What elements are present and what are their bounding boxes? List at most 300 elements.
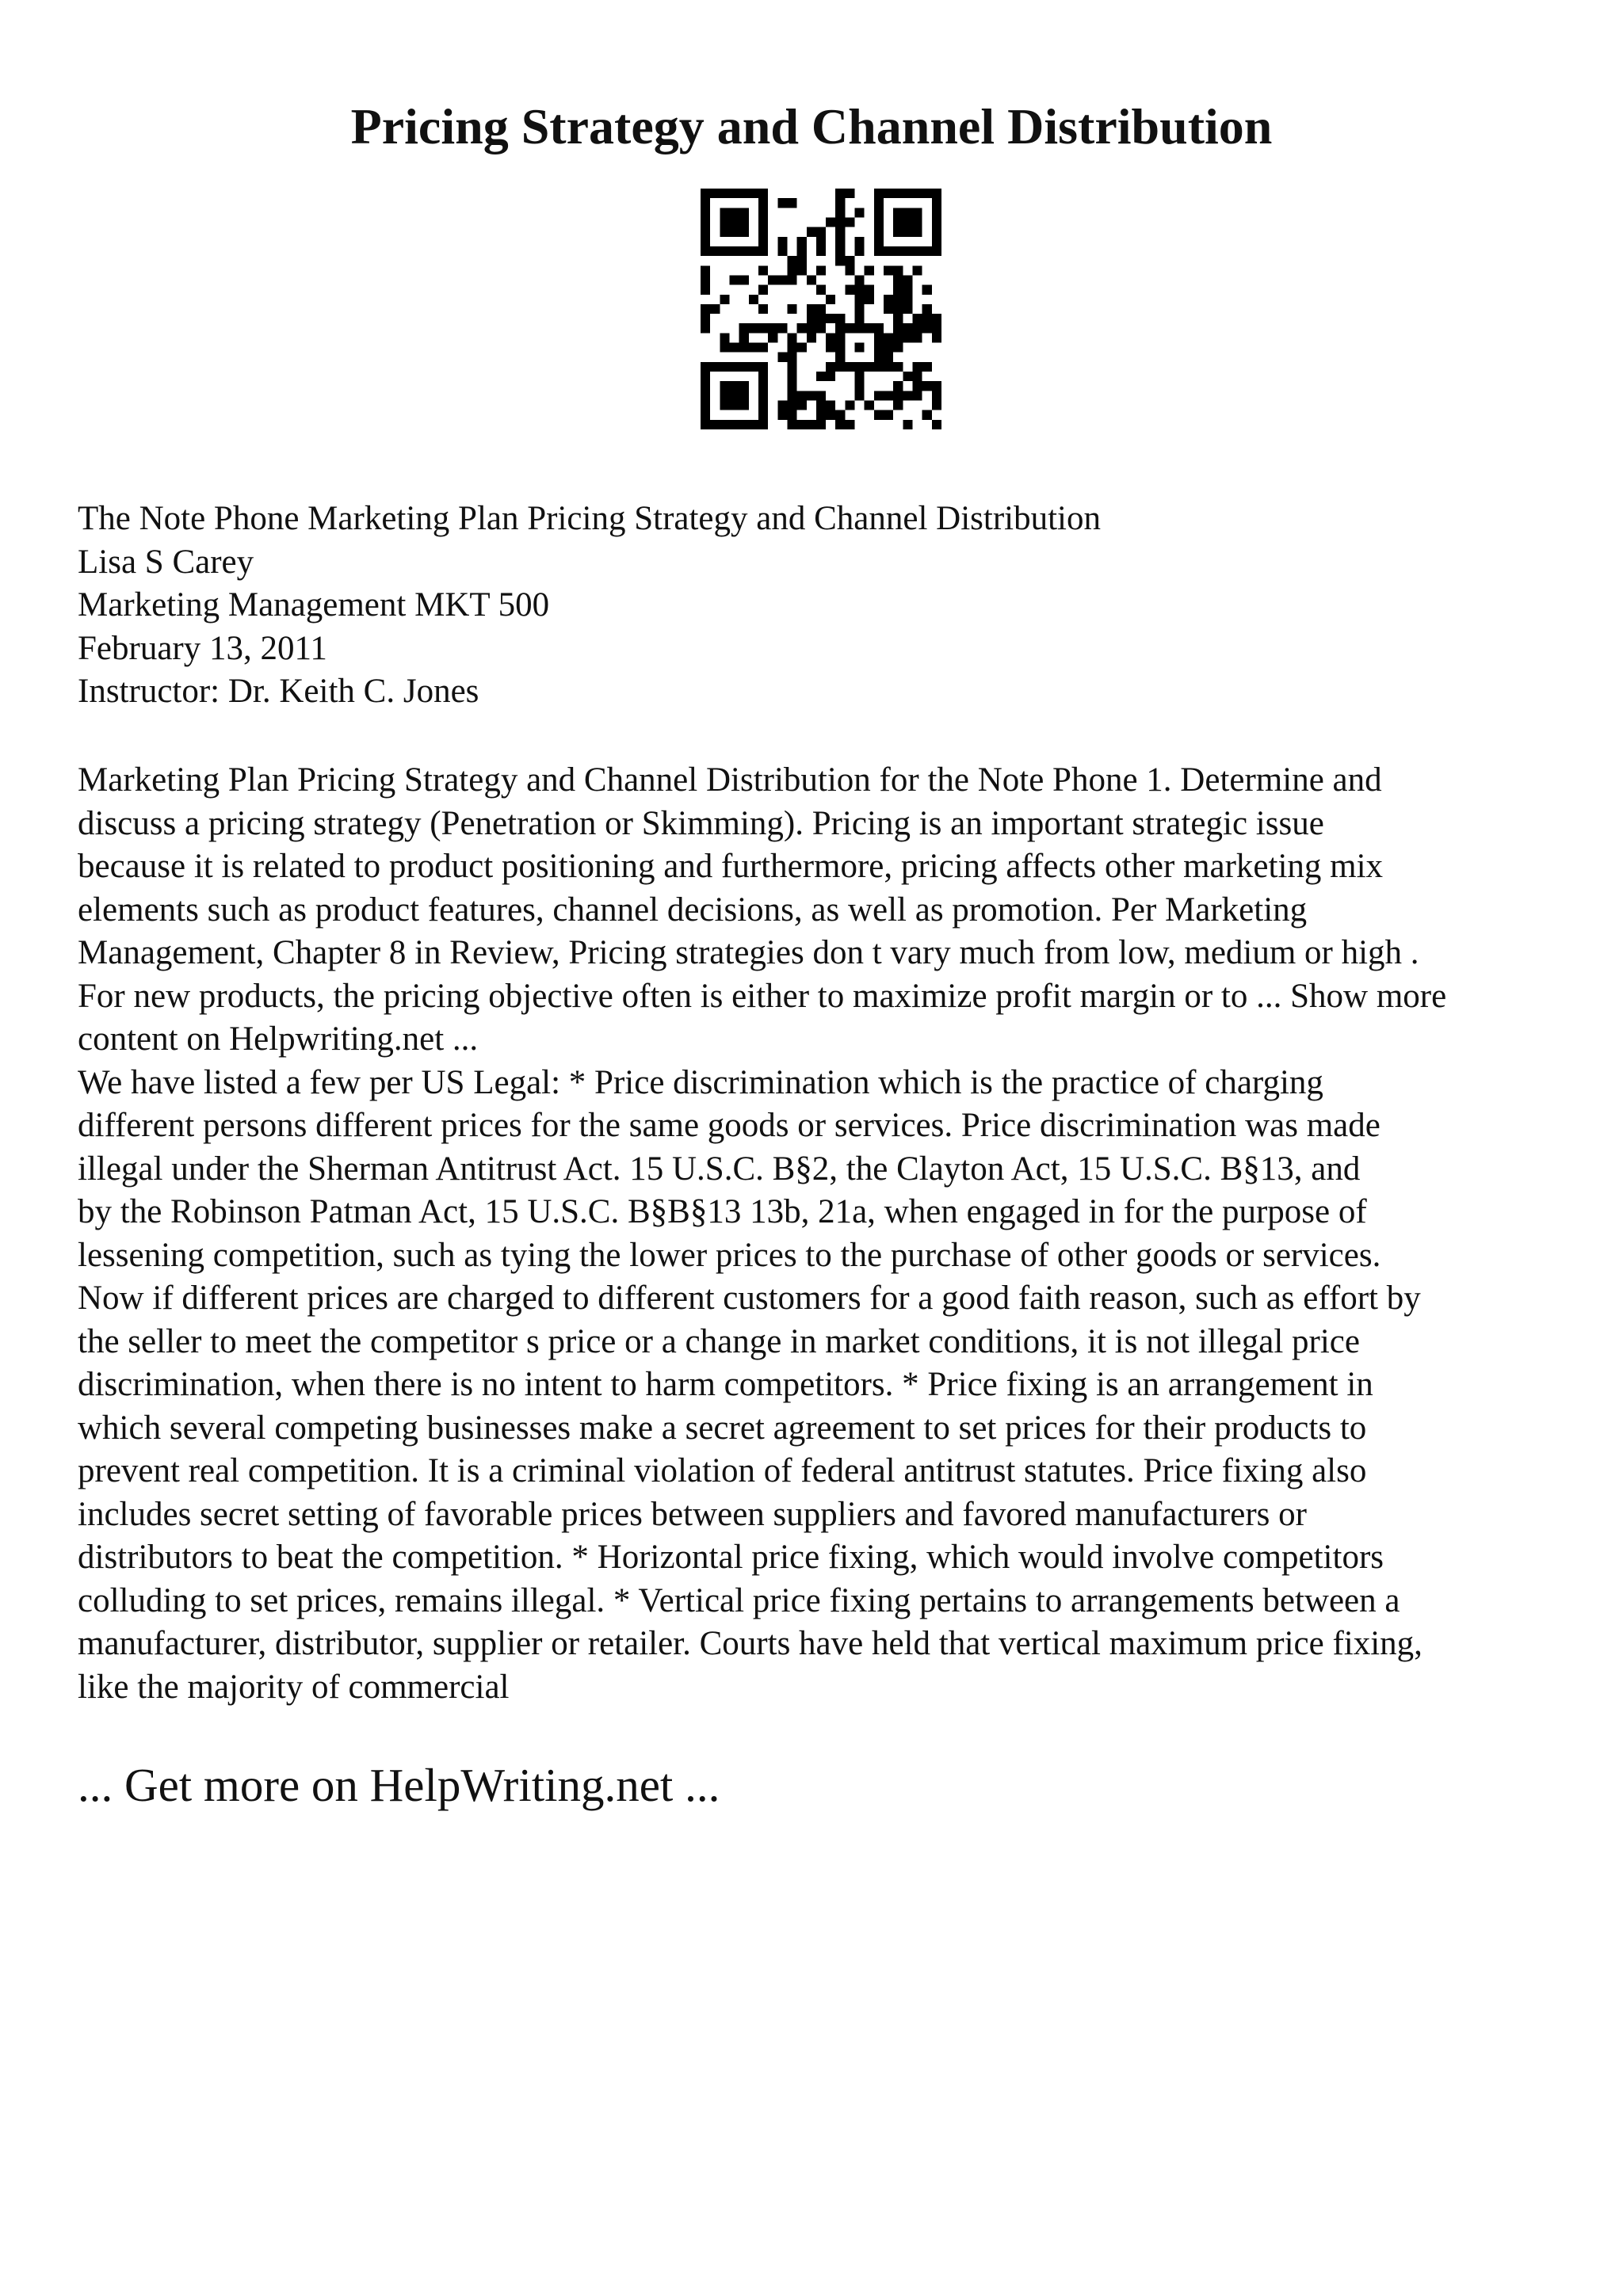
- paragraph-line: Marketing Plan Pricing Strategy and Channel Distribution for the Note Phone 1. Determine and: [78, 761, 1382, 799]
- qr-module: [807, 391, 816, 400]
- qr-module: [701, 285, 710, 295]
- qr-module: [701, 189, 710, 198]
- qr-module: [739, 246, 749, 256]
- qr-module: [835, 227, 845, 237]
- qr-module: [720, 189, 729, 198]
- qr-module: [701, 391, 710, 400]
- qr-module: [932, 401, 941, 410]
- qr-module: [893, 401, 903, 410]
- qr-module: [826, 314, 835, 323]
- qr-module: [701, 198, 710, 208]
- qr-module: [701, 314, 710, 323]
- qr-module: [922, 381, 932, 391]
- qr-module: [922, 410, 932, 420]
- qr-module: [701, 401, 710, 410]
- qr-module: [893, 391, 903, 400]
- paragraph-line: colluding to set prices, remains illegal. * Vertical price fixing pertains to arrangements between a: [78, 1581, 1400, 1619]
- meta-course: Marketing Management MKT 500: [78, 586, 550, 624]
- qr-module: [777, 323, 787, 333]
- qr-module: [932, 227, 941, 237]
- qr-module: [797, 420, 807, 429]
- qr-module: [826, 343, 835, 353]
- paragraph-line: We have listed a few per US Legal: * Price discrimination which is the practice of charging: [78, 1063, 1323, 1101]
- qr-module: [884, 410, 893, 420]
- qr-module: [701, 237, 710, 246]
- qr-module: [758, 372, 768, 381]
- qr-module: [797, 323, 807, 333]
- qr-module: [758, 198, 768, 208]
- qr-module: [729, 246, 739, 256]
- qr-module: [807, 323, 816, 333]
- meta-author: Lisa S Carey: [78, 543, 254, 581]
- paragraph-line: manufacturer, distributor, supplier or retailer. Courts have held that vertical maximum price fixing,: [78, 1625, 1423, 1662]
- qr-module: [826, 217, 835, 227]
- qr-module: [865, 323, 874, 333]
- qr-module: [835, 343, 845, 353]
- qr-module: [720, 295, 729, 304]
- qr-module: [701, 304, 710, 314]
- qr-module: [845, 265, 854, 275]
- qr-module: [835, 333, 845, 342]
- qr-module: [893, 217, 903, 227]
- qr-module: [729, 275, 739, 284]
- qr-module: [855, 295, 865, 304]
- qr-module: [893, 381, 903, 391]
- qr-module: [855, 285, 865, 295]
- qr-module: [932, 391, 941, 400]
- qr-module: [739, 333, 749, 342]
- qr-module: [932, 314, 941, 323]
- qr-module: [913, 333, 922, 342]
- qr-module: [758, 265, 768, 275]
- qr-module: [787, 198, 796, 208]
- qr-module: [701, 372, 710, 381]
- qr-module: [739, 323, 749, 333]
- qr-module: [874, 227, 884, 237]
- qr-module: [787, 381, 796, 391]
- page-title: Pricing Strategy and Channel Distribution: [350, 98, 1273, 154]
- get-more-link[interactable]: ... Get more on HelpWriting.net ...: [78, 1759, 720, 1811]
- qr-module: [729, 381, 739, 391]
- qr-module: [884, 343, 893, 353]
- qr-module: [903, 246, 912, 256]
- paragraph-2: [78, 1062, 1568, 1710]
- qr-module: [855, 362, 865, 372]
- qr-module: [855, 372, 865, 381]
- qr-module: [855, 314, 865, 323]
- qr-module: [797, 246, 807, 256]
- qr-module: [758, 285, 768, 295]
- qr-module: [758, 208, 768, 217]
- qr-module: [749, 189, 758, 198]
- qr-module: [816, 401, 826, 410]
- qr-module: [835, 208, 845, 217]
- qr-module: [826, 372, 835, 381]
- qr-module: [903, 372, 912, 381]
- qr-module: [913, 372, 922, 381]
- qr-module: [739, 343, 749, 353]
- qr-module: [903, 323, 912, 333]
- paragraph-1: [78, 759, 1568, 1062]
- qr-module: [922, 246, 932, 256]
- qr-module: [739, 420, 749, 429]
- qr-module: [893, 314, 903, 323]
- qr-module: [913, 246, 922, 256]
- qr-module: [932, 323, 941, 333]
- qr-module: [729, 343, 739, 353]
- qr-module: [835, 217, 845, 227]
- qr-code-icon: [701, 189, 941, 429]
- qr-module: [855, 275, 865, 284]
- qr-module: [874, 410, 884, 420]
- qr-module: [701, 410, 710, 420]
- qr-module: [729, 189, 739, 198]
- qr-module: [787, 256, 796, 265]
- qr-module: [807, 275, 816, 284]
- qr-module: [903, 295, 912, 304]
- qr-module: [835, 256, 845, 265]
- qr-module: [874, 237, 884, 246]
- qr-module: [758, 237, 768, 246]
- qr-module: [758, 189, 768, 198]
- qr-module: [739, 391, 749, 400]
- qr-module: [845, 285, 854, 295]
- meta-instructor: Instructor: Dr. Keith C. Jones: [78, 673, 479, 710]
- qr-module: [749, 323, 758, 333]
- qr-module: [787, 343, 796, 353]
- paragraph-line: which several competing businesses make a secret agreement to set prices for their products to: [78, 1409, 1367, 1447]
- qr-module: [701, 275, 710, 284]
- qr-module: [701, 246, 710, 256]
- qr-module: [855, 381, 865, 391]
- qr-module: [922, 285, 932, 295]
- qr-module: [884, 265, 893, 275]
- qr-module: [807, 304, 816, 314]
- qr-module: [835, 246, 845, 256]
- qr-module: [797, 265, 807, 275]
- qr-module: [845, 189, 854, 198]
- qr-module: [922, 323, 932, 333]
- qr-module: [855, 304, 865, 314]
- qr-module: [845, 362, 854, 372]
- qr-module: [855, 323, 865, 333]
- qr-module: [855, 246, 865, 256]
- qr-module: [893, 343, 903, 353]
- qr-module: [932, 381, 941, 391]
- qr-module: [884, 304, 893, 314]
- qr-module: [865, 285, 874, 295]
- document-meta: [78, 498, 1568, 714]
- qr-module: [729, 217, 739, 227]
- qr-module: [874, 323, 884, 333]
- qr-module: [845, 323, 854, 333]
- qr-module: [874, 391, 884, 400]
- qr-module: [758, 227, 768, 237]
- qr-module: [865, 362, 874, 372]
- qr-module: [777, 198, 787, 208]
- qr-module: [913, 362, 922, 372]
- qr-module: [758, 362, 768, 372]
- qr-module: [874, 208, 884, 217]
- qr-module: [787, 333, 796, 342]
- paragraph-line: prevent real competition. It is a criminal violation of federal antitrust statutes. Price fixing also: [78, 1452, 1367, 1489]
- qr-module: [787, 362, 796, 372]
- qr-module: [758, 391, 768, 400]
- qr-module: [932, 189, 941, 198]
- qr-module: [845, 217, 854, 227]
- qr-module: [787, 401, 796, 410]
- qr-module: [845, 256, 854, 265]
- paragraph-line: discuss a pricing strategy (Penetration or Skimming). Pricing is an important strategic issue: [78, 804, 1324, 842]
- qr-module: [835, 198, 845, 208]
- qr-module: [874, 198, 884, 208]
- qr-module: [720, 246, 729, 256]
- qr-module: [739, 401, 749, 410]
- qr-module: [701, 381, 710, 391]
- qr-module: [758, 217, 768, 227]
- qr-module: [739, 362, 749, 372]
- qr-module: [816, 265, 826, 275]
- qr-module: [922, 314, 932, 323]
- qr-module: [855, 208, 865, 217]
- qr-module: [720, 227, 729, 237]
- qr-module: [739, 381, 749, 391]
- qr-module: [884, 246, 893, 256]
- qr-module: [739, 217, 749, 227]
- qr-module: [884, 353, 893, 362]
- qr-module: [893, 189, 903, 198]
- qr-module: [787, 420, 796, 429]
- qr-module: [903, 275, 912, 284]
- qr-module: [835, 353, 845, 362]
- qr-module: [816, 304, 826, 314]
- qr-module: [807, 420, 816, 429]
- qr-module: [913, 265, 922, 275]
- qr-module: [787, 265, 796, 275]
- qr-module: [903, 217, 912, 227]
- qr-module: [797, 401, 807, 410]
- qr-module: [884, 391, 893, 400]
- qr-module: [874, 217, 884, 227]
- paragraph-line: the seller to meet the competitor s price or a change in market conditions, it is not illegal price: [78, 1322, 1360, 1360]
- qr-module: [768, 275, 777, 284]
- qr-module: [835, 314, 845, 323]
- qr-module: [720, 401, 729, 410]
- qr-module: [893, 333, 903, 342]
- qr-module: [855, 391, 865, 400]
- qr-module: [865, 401, 874, 410]
- qr-module: [701, 362, 710, 372]
- qr-module: [893, 295, 903, 304]
- qr-module: [787, 353, 796, 362]
- qr-module: [826, 401, 835, 410]
- paragraph-line: Now if different prices are charged to different customers for a good faith reason, such as effort by: [78, 1280, 1421, 1317]
- qr-module: [749, 343, 758, 353]
- qr-module: [749, 246, 758, 256]
- qr-module: [787, 275, 796, 284]
- qr-module: [787, 372, 796, 381]
- qr-module: [720, 333, 729, 342]
- qr-module: [932, 420, 941, 429]
- qr-module: [893, 265, 903, 275]
- qr-module: [758, 246, 768, 256]
- qr-module: [729, 227, 739, 237]
- qr-module: [893, 246, 903, 256]
- qr-module: [729, 208, 739, 217]
- qr-module: [932, 237, 941, 246]
- qr-module: [758, 401, 768, 410]
- qr-module: [913, 189, 922, 198]
- qr-module: [729, 362, 739, 372]
- qr-module: [787, 410, 796, 420]
- qr-module: [835, 237, 845, 246]
- qr-module: [710, 362, 720, 372]
- qr-module: [749, 420, 758, 429]
- qr-module: [855, 237, 865, 246]
- qr-module: [835, 323, 845, 333]
- qr-module: [807, 314, 816, 323]
- qr-module: [758, 381, 768, 391]
- qr-module: [720, 391, 729, 400]
- paragraph-line: discrimination, when there is no intent to harm competitors. * Price fixing is an arrangement in: [78, 1366, 1373, 1403]
- paragraph-line: lessening competition, such as tying the lower prices to the purchase of other goods or services.: [78, 1236, 1381, 1274]
- qr-module: [884, 362, 893, 372]
- qr-module: [922, 189, 932, 198]
- qr-module: [710, 420, 720, 429]
- qr-module: [884, 333, 893, 342]
- paragraph-line: Management, Chapter 8 in Review, Pricing strategies don t vary much from low, medium or high .: [78, 934, 1419, 971]
- qr-module: [816, 246, 826, 256]
- qr-module: [816, 285, 826, 295]
- paragraph-line: distributors to beat the competition. * Horizontal price fixing, which would involve competitors: [78, 1539, 1384, 1576]
- qr-module: [729, 420, 739, 429]
- qr-module: [777, 275, 787, 284]
- qr-module: [874, 343, 884, 353]
- qr-module: [903, 208, 912, 217]
- qr-module: [720, 381, 729, 391]
- paragraph-line: includes secret setting of favorable prices between suppliers and favored manufacturers or: [78, 1495, 1307, 1533]
- qr-module: [720, 343, 729, 353]
- qr-module: [797, 343, 807, 353]
- qr-module: [768, 333, 777, 342]
- qr-module: [903, 189, 912, 198]
- qr-module: [865, 295, 874, 304]
- qr-module: [893, 208, 903, 217]
- qr-module: [816, 410, 826, 420]
- paragraph-line: elements such as product features, channel decisions, as well as promotion. Per Marketing: [78, 891, 1308, 929]
- qr-module: [874, 353, 884, 362]
- qr-module: [913, 391, 922, 400]
- qr-module: [865, 265, 874, 275]
- qr-module: [816, 323, 826, 333]
- qr-module: [855, 343, 865, 353]
- qr-module: [932, 246, 941, 256]
- qr-module: [710, 304, 720, 314]
- qr-module: [816, 227, 826, 237]
- paragraph-line: illegal under the Sherman Antitrust Act. 15 U.S.C. B§2, the Clayton Act, 15 U.S.C. B§13, and: [78, 1150, 1361, 1188]
- qr-module: [816, 420, 826, 429]
- qr-module: [701, 217, 710, 227]
- qr-module: [835, 189, 845, 198]
- document-body: [78, 759, 1568, 1709]
- qr-module: [720, 208, 729, 217]
- qr-module: [807, 333, 816, 342]
- qr-module: [874, 246, 884, 256]
- qr-module: [797, 237, 807, 246]
- qr-module: [845, 401, 854, 410]
- qr-module: [903, 285, 912, 295]
- qr-module: [777, 410, 787, 420]
- qr-module: [835, 362, 845, 372]
- qr-module: [797, 391, 807, 400]
- qr-module: [729, 401, 739, 410]
- qr-module: [787, 391, 796, 400]
- qr-module: [777, 237, 787, 246]
- paragraph-line: different persons different prices for the same goods or services. Price discrimination was made: [78, 1107, 1381, 1144]
- qr-module: [874, 189, 884, 198]
- qr-module: [739, 227, 749, 237]
- qr-module: [913, 208, 922, 217]
- qr-module: [932, 333, 941, 342]
- qr-module: [874, 362, 884, 372]
- qr-module: [749, 295, 758, 304]
- qr-module: [913, 314, 922, 323]
- qr-module: [826, 410, 835, 420]
- qr-module: [903, 333, 912, 342]
- qr-module: [816, 391, 826, 400]
- qr-module: [903, 420, 912, 429]
- qr-module: [807, 227, 816, 237]
- qr-module: [816, 372, 826, 381]
- paragraph-line: because it is related to product positioning and furthermore, pricing affects other marketing mix: [78, 848, 1384, 885]
- qr-module: [758, 420, 768, 429]
- qr-module: [797, 256, 807, 265]
- qr-module: [922, 304, 932, 314]
- meta-date: February 13, 2011: [78, 629, 327, 667]
- qr-module: [758, 410, 768, 420]
- qr-module: [701, 265, 710, 275]
- qr-module: [903, 227, 912, 237]
- qr-module: [739, 208, 749, 217]
- qr-module: [701, 208, 710, 217]
- paragraph-line: like the majority of commercial: [78, 1668, 510, 1706]
- qr-module: [826, 333, 835, 342]
- qr-module: [932, 217, 941, 227]
- qr-module: [739, 275, 749, 284]
- qr-module: [777, 246, 787, 256]
- qr-module: [816, 237, 826, 246]
- qr-module: [845, 420, 854, 429]
- qr-module: [893, 323, 903, 333]
- qr-module: [826, 362, 835, 372]
- paragraph-line: For new products, the pricing objective often is either to maximize profit margin or to ... Show more: [78, 977, 1447, 1015]
- qr-module: [835, 410, 845, 420]
- qr-module: [701, 420, 710, 429]
- qr-module: [701, 323, 710, 333]
- qr-module: [922, 362, 932, 372]
- qr-module: [835, 420, 845, 429]
- qr-module: [749, 362, 758, 372]
- qr-module: [710, 246, 720, 256]
- qr-module: [893, 227, 903, 237]
- qr-module: [913, 323, 922, 333]
- qr-module: [893, 304, 903, 314]
- qr-module: [932, 198, 941, 208]
- qr-module: [787, 304, 796, 314]
- qr-module: [932, 208, 941, 217]
- qr-module: [739, 189, 749, 198]
- qr-module: [903, 304, 912, 314]
